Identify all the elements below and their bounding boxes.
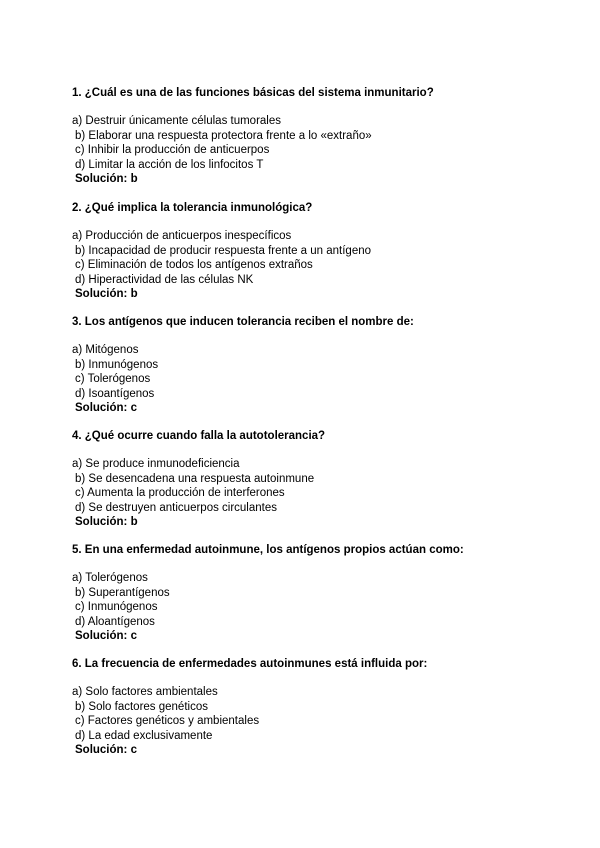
question-text: 6. La frecuencia de enfermedades autoinmunes está influida por:	[72, 658, 428, 670]
option-c: c) Aumenta la producción de interferones	[75, 487, 285, 499]
solution-text: Solución: c	[75, 744, 137, 756]
solution-text: Solución: c	[75, 630, 137, 642]
option-a: a) Destruir únicamente células tumorales	[72, 115, 282, 127]
option-c: c) Eliminación de todos los antígenos extraños	[75, 259, 313, 271]
question-text: 2. ¿Qué implica la tolerancia inmunológica?	[72, 202, 313, 214]
option-d: d) Aloantígenos	[75, 615, 155, 628]
solution-text: Solución: b	[75, 288, 138, 300]
question-block-5	[72, 543, 572, 644]
option-b: b) Inmunógenos	[75, 358, 159, 371]
option-c: c) Factores genéticos y ambientales	[75, 715, 260, 727]
option-b: b) Incapacidad de producir respuesta frente a un antígeno	[75, 244, 372, 257]
question-text: 4. ¿Qué ocurre cuando falla la autotolerancia?	[72, 430, 326, 442]
option-d: d) La edad exclusivamente	[75, 729, 213, 742]
option-a: a) Se produce inmunodeficiencia	[72, 458, 240, 470]
option-a: a) Tolerógenos	[72, 572, 148, 584]
option-d: d) Isoantígenos	[75, 387, 155, 400]
question-text: 5. En una enfermedad autoinmune, los antígenos propios actúan como:	[72, 544, 464, 556]
option-b: b) Elaborar una respuesta protectora frente a lo «extraño»	[75, 129, 372, 142]
question-block-1	[72, 86, 572, 187]
option-d: d) Hiperactividad de las células NK	[75, 273, 254, 286]
question-block-2	[72, 201, 572, 302]
solution-text: Solución: b	[75, 516, 138, 528]
question-block-3	[72, 315, 572, 416]
option-a: a) Mitógenos	[72, 344, 139, 356]
option-c: c) Tolerógenos	[75, 373, 151, 385]
question-text: 1. ¿Cuál es una de las funciones básicas del sistema inmunitario?	[72, 87, 434, 99]
solution-text: Solución: c	[75, 402, 137, 414]
question-text: 3. Los antígenos que inducen tolerancia reciben el nombre de:	[72, 316, 414, 328]
option-c: c) Inhibir la producción de anticuerpos	[75, 144, 270, 156]
option-b: b) Superantígenos	[75, 586, 170, 599]
option-d: d) Limitar la acción de los linfocitos T	[75, 158, 264, 171]
question-block-6	[72, 657, 572, 758]
question-block-4	[72, 429, 572, 530]
option-b: b) Se desencadena una respuesta autoinmune	[75, 472, 315, 485]
option-a: a) Producción de anticuerpos inespecíficos	[72, 230, 292, 242]
option-c: c) Inmunógenos	[75, 601, 158, 613]
option-b: b) Solo factores genéticos	[75, 700, 208, 713]
solution-text: Solución: b	[75, 173, 138, 185]
option-a: a) Solo factores ambientales	[72, 686, 218, 698]
option-d: d) Se destruyen anticuerpos circulantes	[75, 501, 277, 514]
